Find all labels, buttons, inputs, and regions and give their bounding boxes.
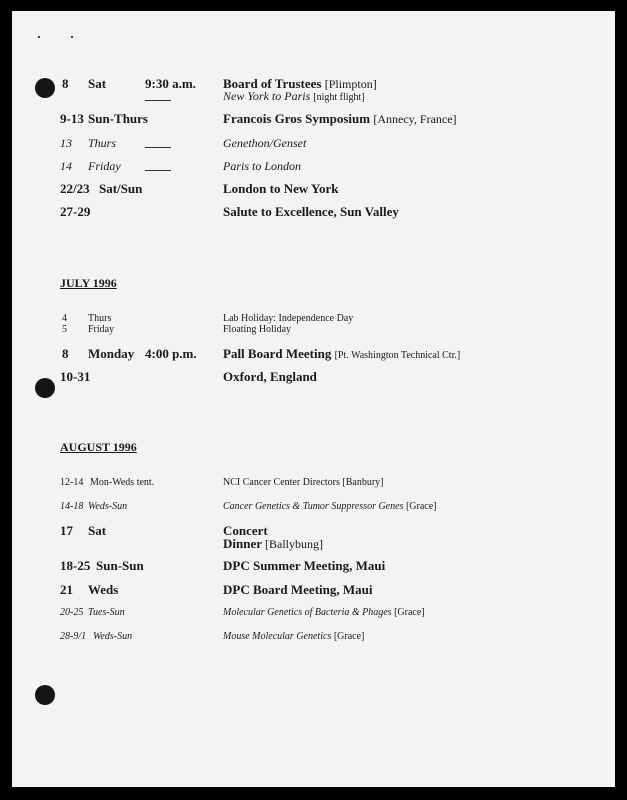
entry-date: 12-14 (60, 477, 84, 488)
entry-event: Dinner [Ballybung] (223, 536, 324, 551)
entry-day: Monday (88, 346, 135, 361)
entry-event: NCI Cancer Center Directors [Banbury] (223, 477, 384, 488)
entry-day: Sun-Thurs (88, 111, 148, 126)
entry-time: 4:00 p.m. (145, 346, 197, 361)
entry-event: Board of Trustees [Plimpton] (223, 76, 377, 91)
entry-event: Cancer Genetics & Tumor Suppressor Genes [Grace] (223, 501, 437, 512)
entry-event: Molecular Genetics of Bacteria & Phages [Grace] (223, 607, 425, 618)
entry-note: [Plimpton] (324, 77, 377, 91)
entry-date: 18-25 (60, 558, 91, 573)
entry-day: Weds-Sun (93, 631, 133, 642)
entry-note: [Grace] (333, 631, 365, 642)
entry-event: Salute to Excellence, Sun Valley (223, 204, 399, 219)
entry-event: DPC Summer Meeting, Maui (223, 558, 386, 573)
speck-mark (71, 36, 73, 38)
time-blank-line (145, 147, 171, 148)
entry-date: 22/23 (60, 181, 90, 196)
entry-date: 14-18 (60, 501, 84, 512)
entry-day: Sun-Sun (96, 558, 144, 573)
entry-event: Mouse Molecular Genetics [Grace] (223, 631, 365, 642)
entry-date: 20-25 (60, 607, 84, 618)
entry-event: New York to Paris [night flight] (223, 89, 365, 103)
entry-date: 8 (62, 76, 69, 91)
entry-date: 14 (60, 159, 72, 173)
entry-note: [Annecy, France] (373, 112, 457, 126)
entry-note: [Pt. Washington Technical Ctr.] (334, 350, 461, 361)
entry-day: Sat (88, 523, 107, 538)
entry-day: Mon-Weds tent. (90, 477, 155, 488)
entry-event: Lab Holiday: Independence Day (223, 313, 354, 324)
entry-date: 10-31 (60, 369, 91, 384)
entry-day: Tues-Sun (88, 607, 125, 618)
entry-note: [Banbury] (342, 477, 384, 488)
entry-event: Genethon/Genset (223, 136, 307, 150)
entry-event: Francois Gros Symposium [Annecy, France] (223, 111, 457, 126)
punch-hole (35, 685, 55, 705)
entry-event: DPC Board Meeting, Maui (223, 582, 373, 597)
month-heading: AUGUST 1996 (60, 440, 137, 454)
entry-event: Concert (223, 523, 268, 538)
entry-day: Weds (88, 582, 119, 597)
time-blank-line (145, 100, 171, 101)
entry-date: 13 (60, 136, 72, 150)
entry-note: [night flight] (313, 92, 365, 103)
entry-note: [Grace] (405, 501, 437, 512)
entry-day: Thurs (88, 136, 117, 150)
entry-date: 5 (62, 324, 67, 335)
punch-hole (35, 78, 55, 98)
document-page (12, 11, 615, 787)
time-blank-line (145, 170, 171, 171)
entry-date: 9-13 (60, 111, 84, 126)
entry-day: Weds-Sun (88, 501, 128, 512)
entry-day: Friday (88, 159, 121, 173)
entry-day: Thurs (88, 313, 112, 324)
entry-day: Friday (88, 324, 115, 335)
entry-time: 9:30 a.m. (145, 76, 196, 91)
entry-note: [Ballybung] (265, 537, 324, 551)
entry-date: 8 (62, 346, 69, 361)
entry-day: Sat (88, 76, 107, 91)
entry-event: Paris to London (223, 159, 302, 173)
speck-mark (38, 36, 40, 38)
entry-note: [Grace] (394, 607, 425, 618)
entry-day: Sat/Sun (99, 181, 143, 196)
entry-event: Oxford, England (223, 369, 317, 384)
entry-date: 27-29 (60, 204, 91, 219)
entry-date: 21 (60, 582, 73, 597)
punch-hole (35, 378, 55, 398)
entry-date: 17 (60, 523, 73, 538)
entry-date: 28-9/1 (60, 631, 87, 642)
entry-date: 4 (62, 313, 67, 324)
entry-event: London to New York (223, 181, 339, 196)
entry-event: Pall Board Meeting [Pt. Washington Technical Ctr.] (223, 346, 461, 361)
entry-event: Floating Holiday (223, 324, 292, 335)
month-heading: JULY 1996 (60, 276, 117, 290)
